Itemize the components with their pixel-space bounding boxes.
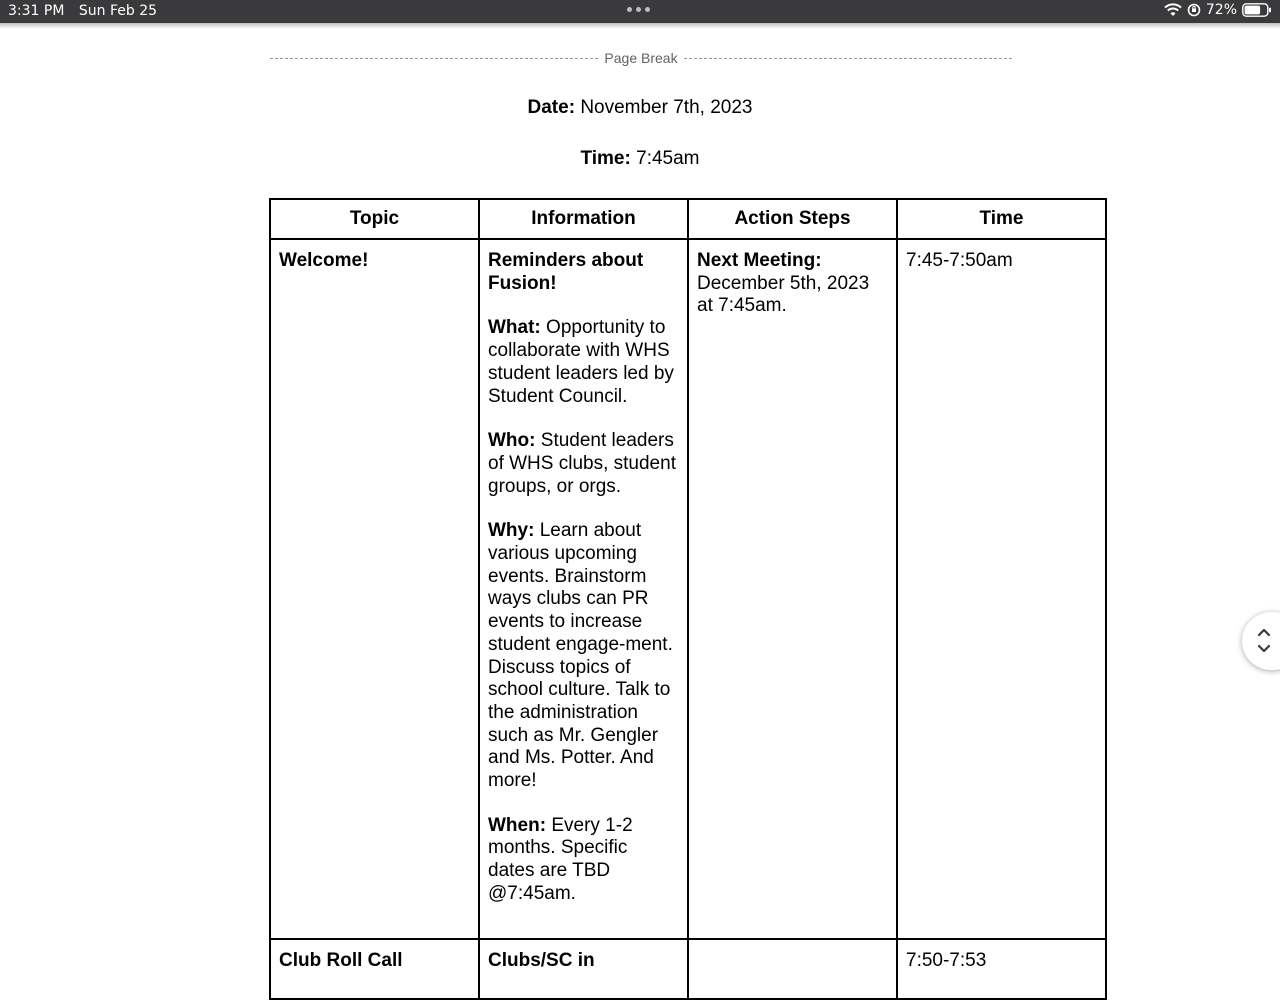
topic-text: Club Roll Call: [279, 950, 403, 971]
date-value: November 7th, 2023: [580, 97, 753, 118]
time-label: Time:: [580, 148, 631, 169]
info-when-text: Every 1-2 months. Specific dates are TBD @7:45am.: [488, 814, 633, 904]
table-row: [270, 239, 1106, 939]
info-what: [488, 317, 679, 408]
cell-time: [897, 239, 1106, 939]
agenda-table: [269, 198, 1107, 1000]
action-label: Next Meeting:: [697, 250, 822, 271]
page-scroll-control[interactable]: [1242, 612, 1280, 670]
status-bar: [0, 0, 1280, 23]
cell-action-steps: [688, 239, 897, 939]
battery-icon: [1242, 3, 1272, 17]
page-break-line: [684, 58, 1012, 59]
table-header-row: [270, 199, 1106, 239]
time-text: 7:50-7:53: [906, 950, 987, 971]
info-who-text: Student leaders of WHS clubs, student groups, or orgs.: [488, 430, 676, 497]
header-information: Information: [479, 199, 688, 239]
wifi-icon: [1164, 3, 1182, 17]
chevron-up-icon[interactable]: [1256, 626, 1272, 638]
topic-text: Welcome!: [279, 250, 369, 271]
info-what-text: Opportunity to collaborate with WHS student leaders led by Student Council.: [488, 317, 674, 407]
info-text: Clubs/SC in: [488, 950, 595, 971]
cell-topic: [270, 939, 479, 999]
page-break-label: Page Break: [604, 50, 678, 66]
info-why-label: Why:: [488, 520, 535, 542]
info-when-label: When:: [488, 814, 547, 836]
cell-time: [897, 939, 1106, 999]
toolbar-shadow: [0, 23, 1280, 29]
chevron-down-icon[interactable]: [1256, 643, 1272, 655]
orientation-lock-icon: [1187, 3, 1201, 17]
header-action-steps: Action Steps: [688, 199, 897, 239]
battery-percent: 72%: [1205, 2, 1237, 18]
multitasking-dots-icon[interactable]: [627, 7, 650, 12]
date-label: Date:: [527, 97, 576, 118]
status-date: Sun Feb 25: [78, 3, 158, 19]
page-break-line: [270, 58, 598, 59]
action-text: December 5th, 2023 at 7:45am.: [697, 272, 870, 317]
info-title: Reminders about Fusion!: [488, 250, 644, 294]
header-topic: Topic: [270, 199, 479, 239]
time-value: 7:45am: [636, 148, 700, 169]
status-indicators: [1164, 2, 1272, 18]
time-text: 7:45-7:50am: [906, 250, 1013, 271]
cell-action-steps: [688, 939, 897, 999]
page-break: [270, 50, 1012, 66]
meeting-date: [0, 97, 1280, 119]
header-time: Time: [897, 199, 1106, 239]
cell-information: [479, 239, 688, 939]
info-when: [488, 815, 679, 906]
table-row: [270, 939, 1106, 999]
info-who-label: Who:: [488, 430, 536, 452]
status-time-date: [8, 3, 167, 19]
cell-information: [479, 939, 688, 999]
info-what-label: What:: [488, 317, 541, 339]
info-why-text: Learn about various upcoming events. Brainstorm ways clubs can PR events to increase student engage-ment. Discuss topics of school culture. Talk to the administration such as Mr. Gengler and Ms. Potter. And more!: [488, 520, 673, 792]
info-why: [488, 520, 679, 792]
status-time: 3:31 PM: [8, 3, 65, 19]
meeting-time: [0, 148, 1280, 170]
info-who: [488, 430, 679, 498]
cell-topic: [270, 239, 479, 939]
